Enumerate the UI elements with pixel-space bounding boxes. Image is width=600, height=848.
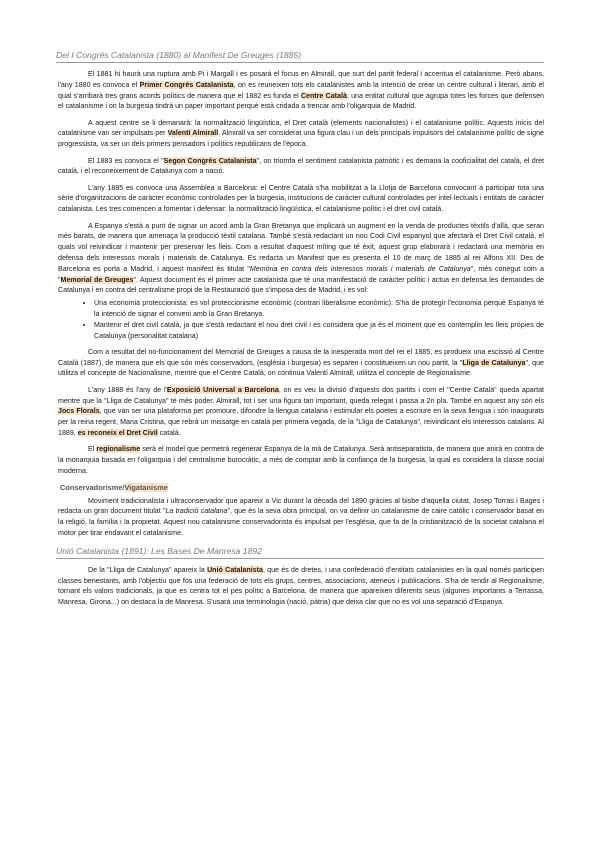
list-item: • Mantenir el dret civil català, ja que s'està redactant el nou dret civil i es considera que ja és el moment que es contemplin les lleis pròpies de Catalunya (personalitat catalana)	[94, 320, 544, 342]
highlight: Centre Català	[300, 91, 347, 100]
highlight: Exposició Universal a Barcelona	[166, 385, 279, 394]
paragraph: El 1883 es convoca el "Segon Congrés Catalanista", on triomfa el sentiment catalanista patriòtic i es demana la cooficialitat del català, el dret català, i el reconeixement de Catalunya com a nació.	[58, 156, 544, 176]
paragraph: De la "Lliga de Catalunya" apareix la Unió Catalanista, que és de dretes, i una confederació d'entitats catalanistes en la qual només participen classes benestants, amb l'objectiu que fos una federació de tots els grups, centres, associacions, ateneus i publicacions. S'ha de tendir al Regionalisme, tornant els valors tradicionals, ja que es centra tot el pes polític a Barcelona, de manera que apareixen diferents seus (algunes importants a Terrassa, Manresa, Girona...) on destaca la de Manresa. S'usarà una terminologia (nació, pàtria) que deixa clar que no es vol una separació d'Espanya.	[58, 565, 544, 607]
list-item: • Una economia proteccionista: es vol proteccionisme econòmic (contrari liberalisme econòmic). S'ha de protegir l'economia perquè Espanya té la intenció de signar el conveni amb la Gran Bretanya.	[94, 298, 544, 320]
highlight: Jocs Florals	[58, 407, 100, 416]
paragraph: L'any 1888 és l'any de l'Exposició Universal a Barcelona, on es veu la divisió d'aquests dos partits i com el "Centre Català" queda apartat mentre que la "Lliga de Catalunya" té més poder. Almirall, tot i ser una figura tan important, queda relegat i passa a 2n pla. També en aquest any són els Jocs Florals, que van ser una plataforma per promoure, difondre la llengua catalana i estimular els poetes a escriure en la seva llengua i són inaugurats per la reina regent, Maria Cristina, que rebrà un missatge en català per primera vegada, de la "Lliga de Catalunya", reivindicant els interessos catalans. Al 1889, es reconeix el Dret Civil català.	[58, 385, 545, 437]
highlight: Unió Catalanista	[207, 565, 263, 574]
highlight: Memorial de Greuges	[60, 275, 134, 284]
highlight: Primer Congrés Catalanista	[139, 80, 234, 89]
highlight: es reconeix el Dret Civil	[77, 428, 158, 437]
highlight: Segon Congrés Catalanista	[163, 156, 257, 165]
highlight: Vigatanisme	[124, 482, 168, 492]
subsection-heading: Conservadorisme/Vigatanisme	[60, 482, 168, 492]
highlight: Valentí Almirall	[167, 129, 219, 138]
paragraph: L'any 1885 es convoca una Assemblea a Barcelona: el Centre Català s'ha mobilitzat a la Llotja de Barcelona convocant a participar tota una sèrie d'organitzacions de caràcter econòmic controlades per la burgesia, institucions de caràcter cultural controlades per intel·lectuals i entitats de caràcter catalanista. Les tres comencen a fomentar i defensar: la normalització lingüística, el catalanisme polític i el dret civil català.	[58, 183, 544, 214]
paragraph: A Espanya s'està a punt de signar un acord amb la Gran Bretanya que implicarà un augment en la venda de productes tèxtils d'allà, que seran més barats, de manera que amenaça la producció tèxtil catalana. També s'està redactant un nou Codi Civil espanyol que afectarà el Dret Civil català, el quals vol reivindicar i mantenir per preservar les lleis. Com a resultat d'aquest míting que té èxit, aquest grup elaborarà i redactarà una memòria en defensa dels interessos morals i materials de Catalunya. Es redacta un Manifest que es presenta el 10 de març de 1885 al rei Alfons XII. Des de Barcelona es porta a Madrid, i aquest manifest és titulat "Memòria en contra dels interessos morals i materials de Catalunya", més conegut com a "Memorial de Greuges". Aquest document és el primer acte catalanista que té una manifestació de caràcter polític i actua en defensa les demandes de Catalunya i en contra del centralisme propi de la Restauració que s'imposa des de Madrid, i es vol:	[58, 221, 544, 295]
paragraph: Moviment tradicionalista i ultraconservador que apareix a Vic durant la dècada del 1890 gràcies al bisbe d'aquella ciutat, Josep Torras i Bages i redacta un gran document titulat "La tradició catalana", que és la seva obra principal, on va definir un catalanisme de caire catòlic i conservador basat en la religió, la família i la propietat. Aquest nou catalanisme conservadorista és impulsat per l'església, que fa de la cristianització de la societat catalana el motor per tirar endavant el catalanisme.	[58, 496, 544, 537]
paragraph: A aquest centre se li demanarà: la normalització lingüística, el Dret català (elements nacionalistes) i el catalanisme polític. Aquests inicis del catalanisme van ser impulsats per Valentí Almirall. Almirall va ser considerat una figura clau i un dels principals impulsors del catalanisme polític de signe progressista, va ser un dels primers pensadors i polítics republicans de l'època.	[58, 118, 544, 149]
section-title: Del I Congrés Catalanista (1880) al Manifest De Greuges (1885)	[56, 50, 544, 63]
paragraph: El regionalisme serà el model que permetrà regenerar Espanya de la mà de Catalunya. Serà antiseparatista, de manera que anirà en contra de la monarquia basada en l'oligarquia i del centralisme burocràtic, a més de comptar amb la confiança de la burgesia, la qual es considera la classe social moderna.	[58, 445, 544, 475]
paragraph: El 1881 hi haurà una ruptura amb Pi i Margall i es posarà el focus en Almirall, que surt del partit federal i accentua el catalanisme. Però abans, l'any 1880 es convoca el Primer Congrés Catalanista, on es reuneixen tots els catalanistes amb la intenció de crear un centre cultural i literari, amb el qual s'arribarà tres grans acords polítics de manera que el 1882 es funda el Centre Català: una entitat cultural que agrupa totes les forces que defensen el catalanisme i on la burgesia tindrà un paper important perquè està cridada a trencar amb l'oligarquia de Madrid.	[58, 70, 544, 111]
highlight: Lliga de Catalunya	[462, 358, 526, 367]
highlight: regionalisme	[96, 445, 141, 454]
bullet-list	[58, 298, 544, 341]
section-title: Unió Catalanista (1891): Les Bases De Manresa 1892	[56, 546, 544, 559]
paragraph: Com a resultat del no-funcionament del Memorial de Greuges a causa de la inesperada mort del rei el 1885, es produeix una escissió al Centre Català (1887), de manera que els que són més conservadors, (església i burgesia) es separen i constitueixen un nou partit, la "Lliga de Catalunya", que utilitza el concepte de Nacionalisme, mentre que el Centre Català, on continua Valentí Almirall, utilitza el concepte de Regionalisme.	[58, 347, 545, 378]
